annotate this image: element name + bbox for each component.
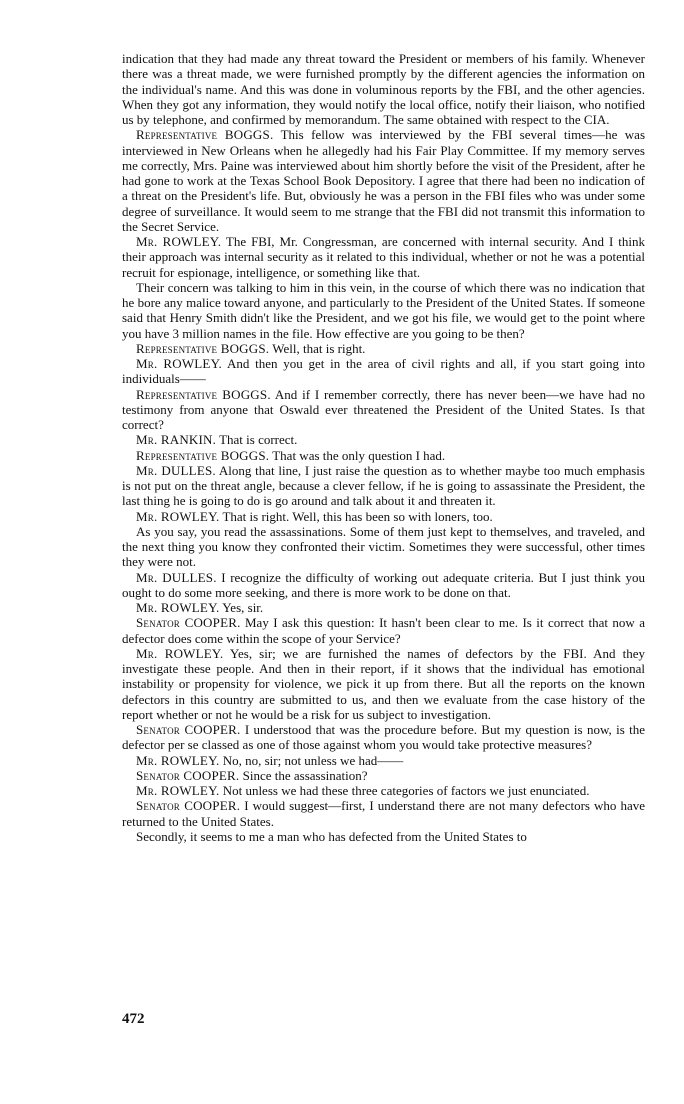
speaker-name: Mr. ROWLEY. <box>136 645 224 661</box>
page-number: 472 <box>122 1011 145 1027</box>
speaker-name: Representative BOGGS. <box>136 340 270 356</box>
paragraph <box>122 615 645 646</box>
speaker-name: Representative BOGGS. <box>136 386 271 402</box>
paragraph-text: Secondly, it seems to me a man who has defected from the United States to <box>136 828 527 844</box>
speaker-name: Mr. ROWLEY. <box>136 234 222 249</box>
paragraph-text: Yes, sir. <box>222 600 264 615</box>
speaker-name: Mr. ROWLEY. <box>136 508 220 524</box>
document-body <box>122 51 645 844</box>
paragraph-text: That is correct. <box>219 432 298 448</box>
paragraph <box>122 753 645 768</box>
speaker-name: Representative BOGGS. <box>136 127 274 143</box>
paragraph <box>122 463 645 509</box>
paragraph-text: And if I remember correctly, there has never been—we have had no testimony from anyone that Oswald ever threatened the President of the United States. Is that correct? <box>122 386 645 432</box>
paragraph <box>122 280 645 341</box>
speaker-name: Mr. RANKIN. <box>136 432 217 448</box>
paragraph-text: I recognize the difficulty of working out adequate criteria. But I just think you ought to do some more seeking, and there is more work to be done on that. <box>122 569 645 600</box>
paragraph-text: Since the assassination? <box>242 767 368 783</box>
paragraph-text: I understood that was the procedure before. But my question is now, is the defector per se classed as one of those against whom you would take protective measures? <box>122 722 646 753</box>
paragraph <box>122 722 645 753</box>
paragraph <box>122 51 645 127</box>
paragraph-text: May I ask this question: It hasn't been clear to me. Is it correct that now a defector does come within the scope of your Service? <box>122 615 645 646</box>
paragraph <box>122 646 645 722</box>
speaker-name: Senator COOPER. <box>136 767 240 783</box>
speaker-name: Mr. ROWLEY. <box>136 783 220 798</box>
paragraph-text: No, no, sir; not unless we had—— <box>222 752 404 768</box>
speaker-name: Senator COOPER. <box>136 615 241 631</box>
speaker-name: Mr. ROWLEY. <box>136 356 222 371</box>
paragraph-text: indication that they had made any threat toward the President or members of his family. Whenever there was a threat made, we were furnished promptly by the different agencies the information on the individual's name. And this was done in voluminous reports by the FBI, and the other agencies. When they got any information, they would notify the local office, notify their liaison, who notified us by telephone, and confirmed by memorandum. The same obtained with respect to the CIA. <box>122 51 645 127</box>
paragraph-text: Along that line, I just raise the question as to whether maybe too much emphasis is not put on the threat angle, because a clever fellow, if he is going to assassinate the President, the last thing he is going to do is go around and talk about it and threaten it. <box>122 462 645 509</box>
paragraph-text: That is right. Well, this has been so with loners, too. <box>222 508 493 524</box>
paragraph <box>122 570 645 601</box>
paragraph-text: Yes, sir; we are furnished the names of defectors by the FBI. And they investigate these people. And then in their report, if it shows that the individual has emotional instability or propensity for violence, we pick it up from there. But all the reports on the known defectors in this country are submitted to us, and then we evaluate from the case history of the report whether or not he would be a risk for us subject to investigation. <box>122 645 645 722</box>
paragraph <box>122 783 645 798</box>
paragraph-text: Well, that is right. <box>272 340 366 356</box>
paragraph-text: Their concern was talking to him in this vein, in the course of which there was no indication that he bore any malice toward anyone, and particularly to the President of the United States. If someone said that Henry Smith didn't like the President, and we got his file, we would get to the point where you have 3 million names in the file. How effective are you going to be then? <box>122 279 645 341</box>
paragraph <box>122 448 645 463</box>
paragraph <box>122 341 645 356</box>
paragraph-text: That was the only question I had. <box>272 447 446 463</box>
paragraph <box>122 829 645 844</box>
paragraph <box>122 509 645 524</box>
paragraph <box>122 387 645 433</box>
paragraph <box>122 600 645 615</box>
paragraph-text: And then you get in the area of civil rights and all, if you start going into individuals—— <box>122 356 645 387</box>
paragraph <box>122 432 645 447</box>
paragraph-text: The FBI, Mr. Congressman, are concerned with internal security. And I think their approach was internal security as it related to this individual, whether or not he was a potential recruit for espionage, intelligence, or something like that. <box>122 234 646 280</box>
speaker-name: Mr. ROWLEY. <box>136 752 220 768</box>
paragraph <box>122 768 645 783</box>
speaker-name: Senator COOPER. <box>136 798 241 814</box>
paragraph-text: As you say, you read the assassinations. Some of them just kept to themselves, and traveled, and the next thing you know they confronted their victim. Sometimes they were successful, other times they were not. <box>122 523 645 570</box>
paragraph <box>122 234 645 280</box>
paragraph-text: Not unless we had these three categories of factors we just enunciated. <box>222 783 590 798</box>
paragraph <box>122 356 645 387</box>
paragraph-text: This fellow was interviewed by the FBI several times—he was interviewed in New Orleans when he allegedly had his Fair Play Committee. If my memory serves me correctly, Mrs. Paine was interviewed about him shortly before the visit of the President, after he had gone to work at the Texas School Book Depository. I agree that there had been no indication of a threat on the President's life. But, obviously he was a person in the FBI files who was under some degree of surveillance. It would seem to me strange that the FBI did not transmit this information to the Secret Service. <box>122 127 645 234</box>
paragraph <box>122 127 645 234</box>
speaker-name: Representative BOGGS. <box>136 447 270 463</box>
paragraph <box>122 798 645 829</box>
paragraph-text: I would suggest—first, I understand there are not many defectors who have returned to the United States. <box>122 798 645 829</box>
speaker-name: Mr. DULLES. <box>136 569 217 585</box>
speaker-name: Senator COOPER. <box>136 722 241 737</box>
speaker-name: Mr. DULLES. <box>136 462 216 478</box>
speaker-name: Mr. ROWLEY. <box>136 600 220 615</box>
paragraph <box>122 524 645 570</box>
